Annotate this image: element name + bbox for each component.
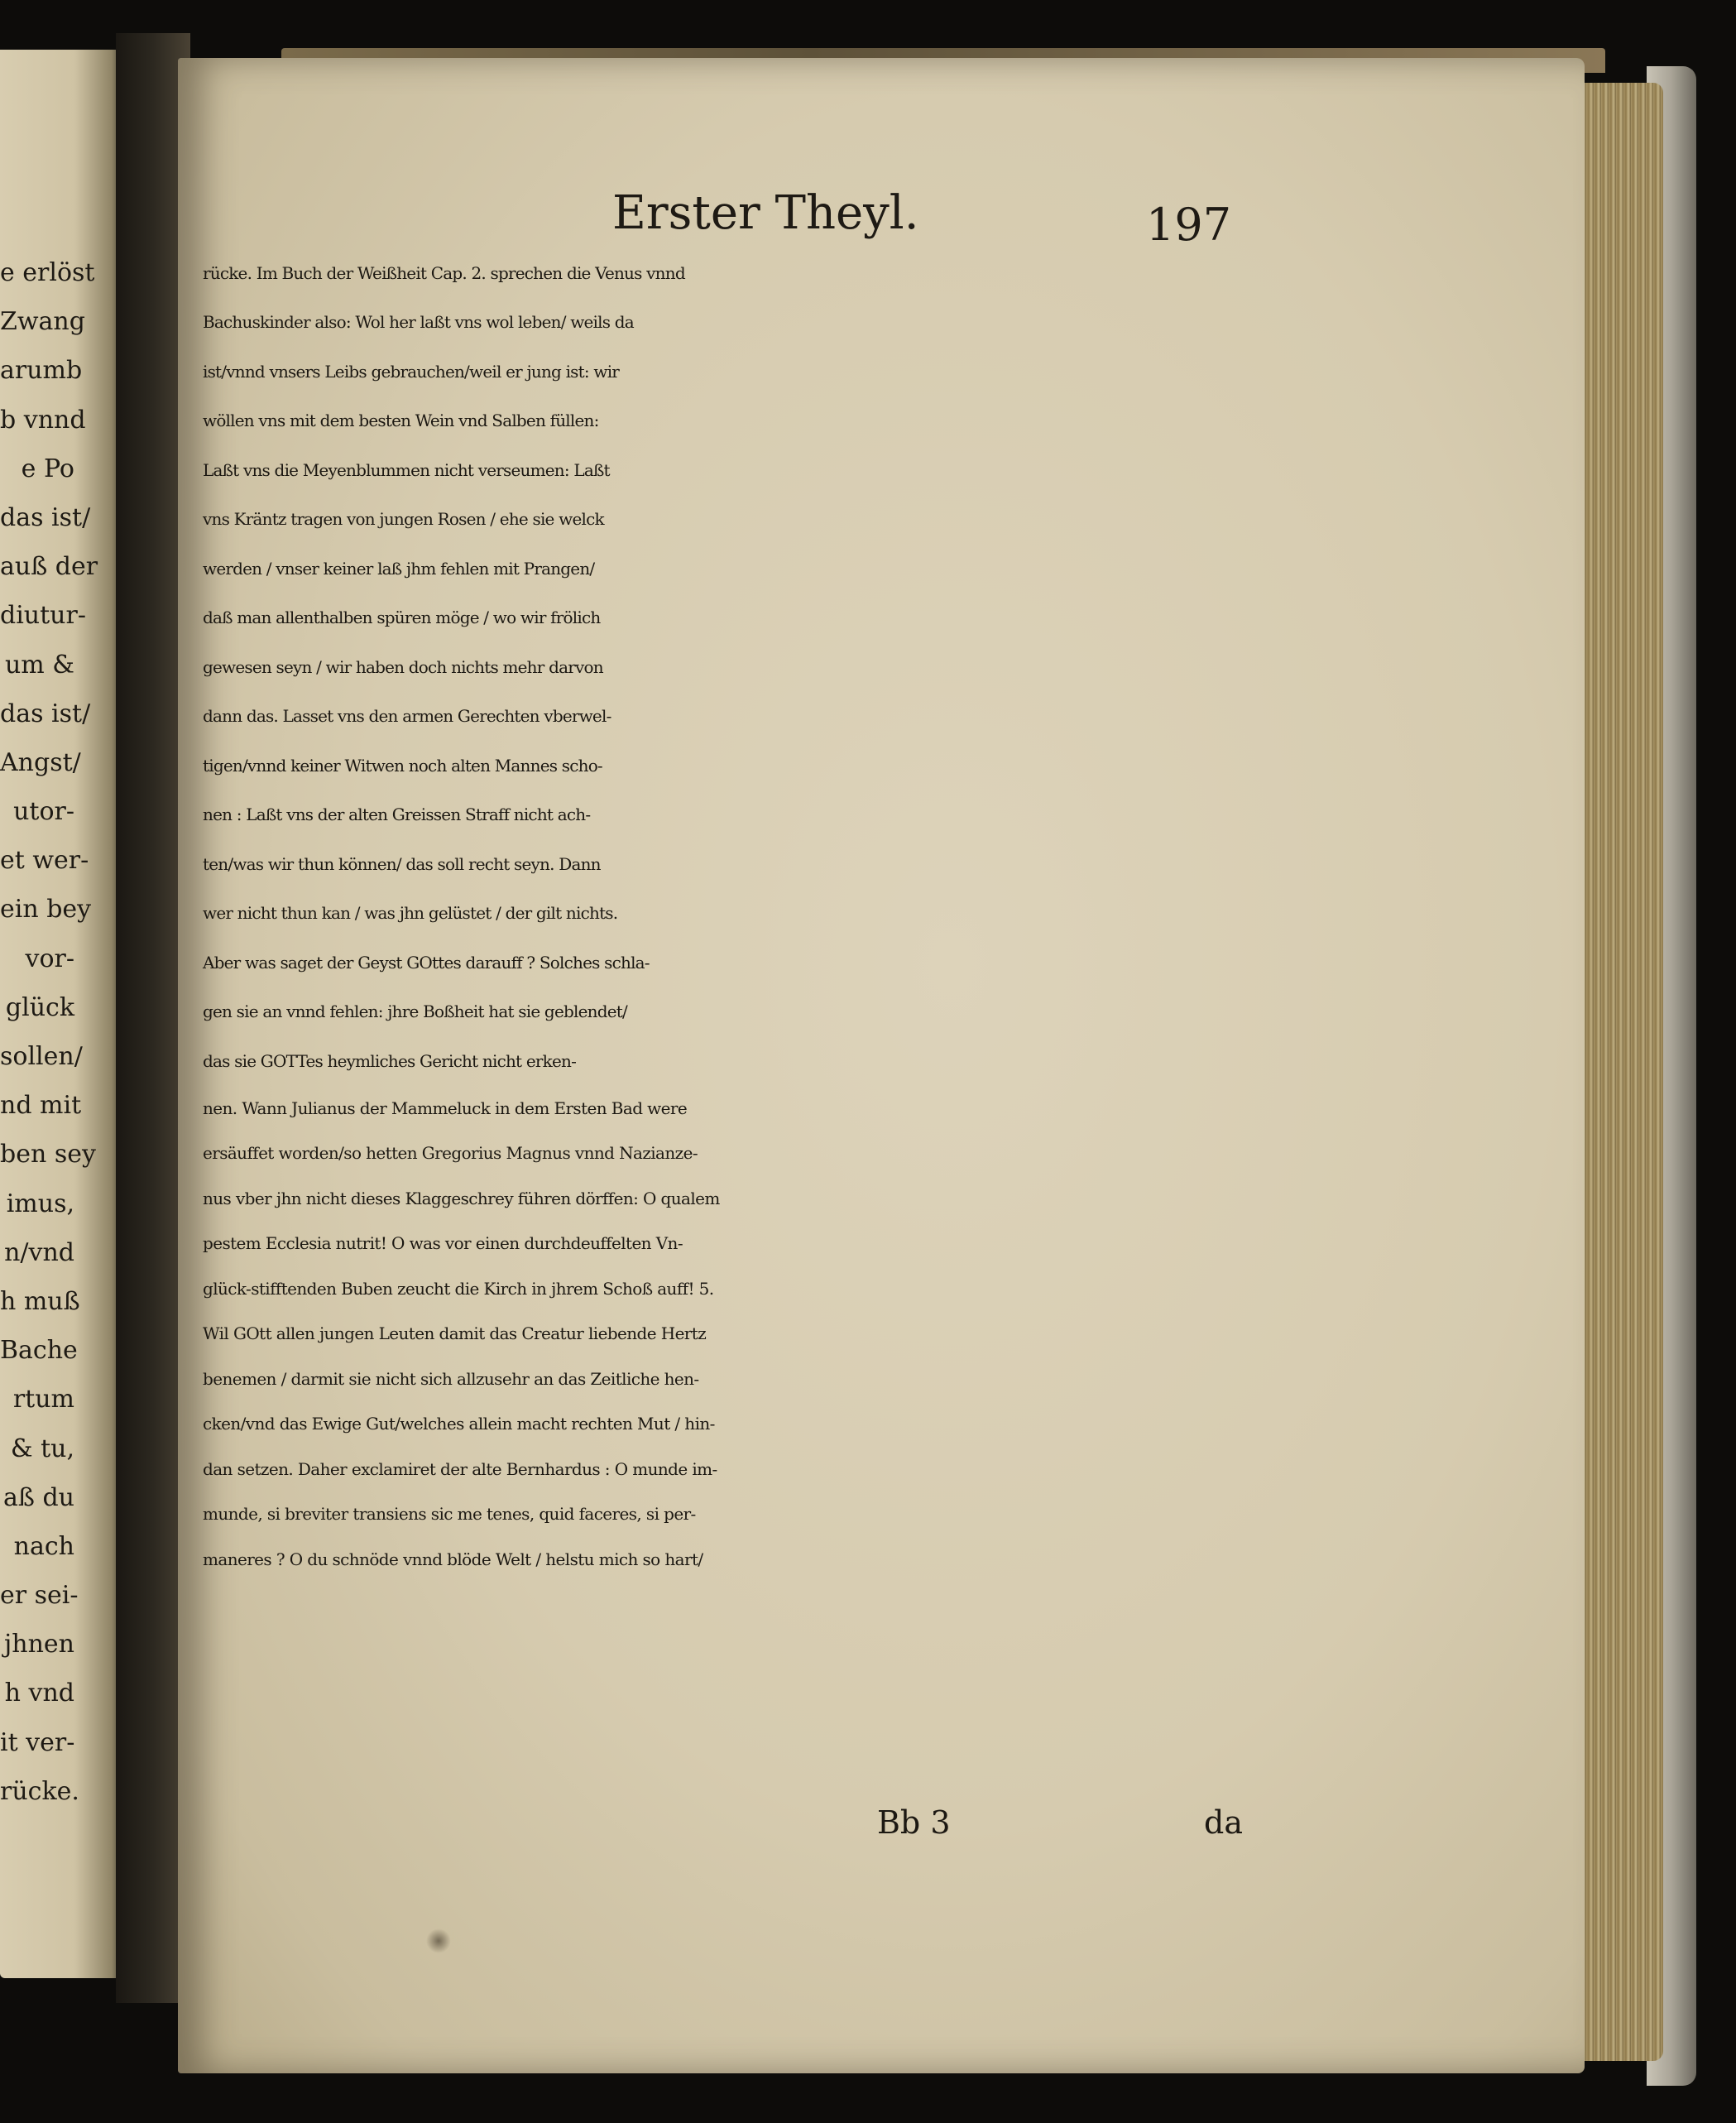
left-page-line: er sei-: [0, 1581, 79, 1611]
text-line: pestem Ecclesia nutrit! O was vor einen durchdeuffelten Vn-: [203, 1233, 683, 1254]
left-page-line: h vnd: [4, 1679, 74, 1708]
left-page-line: sollen/: [0, 1042, 83, 1071]
text-line: cken/vnd das Ewige Gut/welches allein macht rechten Mut / hin-: [203, 1414, 715, 1434]
left-page-line: imus,: [6, 1189, 74, 1218]
left-page-line: b vnnd: [0, 405, 86, 435]
ink-smudge: [426, 1928, 451, 1953]
text-line: Laßt vns die Meyenblummen nicht verseumen: Laßt: [203, 459, 610, 480]
left-page-line: Angst/: [0, 747, 81, 777]
text-line: wöllen vns mit dem besten Wein vnd Salben füllen:: [203, 411, 599, 431]
text-line: nus vber jhn nicht dieses Klaggeschrey führen dörffen: O qualem: [203, 1188, 720, 1208]
page-number: 197: [1146, 199, 1232, 251]
text-line: ten/was wir thun können/ das soll recht seyn. Dann: [203, 853, 601, 874]
text-line: benemen / darmit sie nicht sich allzusehr an das Zeitliche hen-: [203, 1368, 699, 1389]
text-line: glück-stifftenden Buben zeucht die Kirch in jhrem Schoß auff! 5.: [203, 1278, 714, 1299]
text-line: ersäuffet worden/so hetten Gregorius Magnus vnnd Nazianze-: [203, 1143, 698, 1164]
left-page-line: et wer-: [0, 846, 89, 876]
text-line: ist/vnnd vnsers Leibs gebrauchen/weil er jung ist: wir: [203, 361, 620, 382]
left-page-line: aß du: [3, 1482, 74, 1512]
left-page-line: nd mit: [0, 1091, 82, 1121]
left-page-line: arumb: [0, 356, 83, 386]
text-line: werden / vnser keiner laß jhm fehlen mit Prangen/: [203, 558, 595, 579]
catchword: da: [1204, 1804, 1243, 1841]
left-page-line: it ver-: [0, 1727, 75, 1757]
left-page-line: diutur-: [0, 601, 86, 631]
left-page-line: nach: [13, 1531, 74, 1561]
text-line: nen. Wann Julianus der Mammeluck in dem Ersten Bad were: [203, 1098, 688, 1118]
text-line: munde, si breviter transiens sic me tenes, quid faceres, si per-: [203, 1504, 696, 1525]
left-page-line: n/vnd: [4, 1237, 74, 1267]
left-page: [0, 50, 124, 1978]
left-page-line: um &: [4, 650, 74, 680]
text-line: wer nicht thun kan / was jhn gelüstet / der gilt nichts.: [203, 903, 618, 924]
left-page-line: Zwang: [0, 307, 85, 337]
left-page-line: Bache: [0, 1336, 78, 1366]
text-line: das sie GOTTes heymliches Gericht nicht erken-: [203, 1050, 577, 1071]
text-line: gen sie an vnnd fehlen: jhre Boßheit hat sie geblendet/: [203, 1001, 627, 1022]
left-page-line: h muß: [0, 1286, 80, 1316]
left-page-line: ben sey: [0, 1140, 96, 1170]
left-page-line: ein bey: [0, 895, 92, 925]
text-line: dan setzen. Daher exclamiret der alte Bernhardus : O munde im-: [203, 1458, 717, 1479]
text-line: maneres ? O du schnöde vnnd blöde Welt / helstu mich so hart/: [203, 1549, 703, 1569]
text-line: daß man allenthalben spüren möge / wo wir frölich: [203, 608, 601, 628]
signature-mark: Bb 3: [877, 1804, 951, 1841]
left-page-line: das ist/: [0, 699, 91, 728]
left-page-line: rtum: [12, 1385, 74, 1415]
text-line: rücke. Im Buch der Weißheit Cap. 2. sprechen die Venus vnnd: [203, 262, 685, 283]
running-head: Erster Theyl.: [612, 186, 919, 240]
text-line: Bachuskinder also: Wol her laßt vns wol leben/ weils da: [203, 312, 634, 333]
left-page-line: utor-: [13, 797, 74, 827]
left-page-text: [0, 248, 98, 1816]
left-page-line: rücke.: [0, 1776, 79, 1806]
page-body: [203, 248, 1254, 1582]
text-line: gewesen seyn / wir haben doch nichts mehr darvon: [203, 656, 603, 677]
text-line: vns Kräntz tragen von jungen Rosen / ehe sie welck: [203, 509, 604, 530]
text-line: dann das. Lasset vns den armen Gerechten vberwel-: [203, 706, 611, 727]
left-page-line: jhnen: [3, 1630, 74, 1659]
left-page-line: auß der: [0, 552, 98, 582]
text-line: nen : Laßt vns der alten Greissen Straff nicht ach-: [203, 805, 591, 825]
left-page-line: das ist/: [0, 502, 91, 532]
text-line: Wil GOtt allen jungen Leuten damit das Creatur liebende Hertz: [203, 1323, 707, 1344]
left-page-line: e Po: [21, 454, 74, 483]
text-line: Aber was saget der Geyst GOttes darauff ? Solches schla-: [203, 952, 650, 973]
left-page-line: e erlöst: [0, 258, 95, 287]
text-line: tigen/vnnd keiner Witwen noch alten Mannes scho-: [203, 755, 602, 776]
left-page-line: vor-: [25, 944, 74, 973]
left-page-line: glück: [5, 992, 74, 1022]
left-page-line: & tu,: [10, 1434, 74, 1463]
